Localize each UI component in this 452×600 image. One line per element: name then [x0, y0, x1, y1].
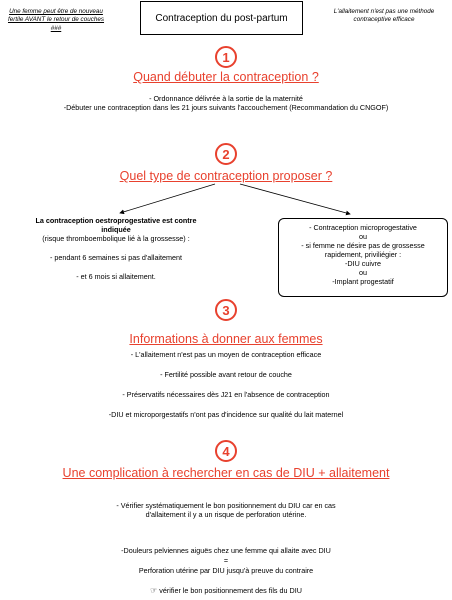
contraindication-reason: (risque thromboembolique lié à la grossesse) :	[42, 234, 190, 243]
section-1-heading: Quand débuter la contraception ?	[133, 70, 319, 84]
section-4-line-6	[0, 586, 452, 595]
recommended-line-6: ou	[359, 268, 367, 277]
left-note-line-3: ###	[50, 24, 62, 32]
section-4-line-4: =	[223, 556, 229, 565]
recommended-line-3: - si femme ne désire pas de grossesse	[301, 241, 425, 250]
section-4-line-1: - Vérifier systématiquement le bon positionnement du DIU car en cas	[116, 501, 336, 510]
left-note-line-2: fertile AVANT le retour de couches	[7, 16, 105, 24]
recommended-line-1: - Contraception microprogestative	[309, 223, 417, 232]
recommended-line-7: -Implant progestatif	[332, 277, 394, 286]
section-3-number-badge: 3	[215, 299, 237, 321]
pointing-hand-icon: ☞	[150, 586, 158, 595]
right-note-line-2: contraceptive efficace	[353, 16, 415, 24]
arrow-left	[120, 184, 215, 213]
section-4-line-3: -Douleurs pelviennes aiguës chez une femme qui allaite avec DIU	[121, 546, 331, 555]
section-2-heading: Quel type de contraception proposer ?	[119, 169, 333, 183]
section-3-line-2: - Fertilité possible avant retour de couche	[160, 370, 292, 379]
section-3-heading: Informations à donner aux femmes	[129, 332, 323, 346]
left-note-line-1: Une femme peut être de nouveau	[9, 8, 103, 15]
contraindication-duration-no-breastfeeding: - pendant 6 semaines si pas d'allaitement	[49, 253, 183, 262]
oestroprogestative-contraindication	[6, 216, 226, 281]
recommended-line-5: -DIU cuivre	[345, 259, 381, 268]
section-2-number-badge: 2	[215, 143, 237, 165]
section-1-number-badge: 1	[215, 46, 237, 68]
recommended-contraception-box	[278, 218, 448, 297]
recommended-line-2: ou	[359, 232, 367, 241]
right-header-note	[318, 8, 450, 25]
contraindication-title-line-1: La contraception oestroprogestative est contre	[35, 216, 197, 225]
section-4-line-6-text: vérifier le bon positionnement des fils du DIU	[159, 586, 302, 595]
recommended-line-4: rapidement, priviliégier :	[324, 250, 402, 259]
right-note-line-1: L'allaitement n'est pas une méthode	[333, 8, 435, 15]
section-3-line-3: - Préservatifs nécessaires dès J21 en l'absence de contraception	[122, 390, 330, 399]
section-4-line-5: Perforation utérine par DIU jusqu'à preuve du contraire	[138, 566, 314, 575]
section-1-line-1: - Ordonnance délivrée à la sortie de la maternité	[149, 94, 303, 103]
contraindication-duration-breastfeeding: - et 6 mois si allaitement.	[76, 272, 156, 281]
left-header-note	[2, 8, 110, 33]
section-3-line-4: -DIU et microporgestatifs n'ont pas d'incidence sur qualité du lait maternel	[108, 410, 344, 419]
arrow-right	[240, 184, 350, 214]
section-3-line-1: - L'allaitement n'est pas un moyen de contraception efficace	[130, 350, 322, 359]
section-4-number-badge: 4	[215, 440, 237, 462]
page-title: Contraception du post-partum	[140, 1, 303, 35]
section-4-heading: Une complication à rechercher en cas de DIU + allaitement	[62, 466, 390, 480]
contraindication-title-line-2: indiquée	[101, 225, 131, 234]
section-1-line-2: -Débuter une contraception dans les 21 jours suivants l'accouchement (Recommandation du CNGOF)	[63, 103, 389, 112]
section-4-line-2: d'allaitement il y a un risque de perforation utérine.	[145, 510, 307, 519]
